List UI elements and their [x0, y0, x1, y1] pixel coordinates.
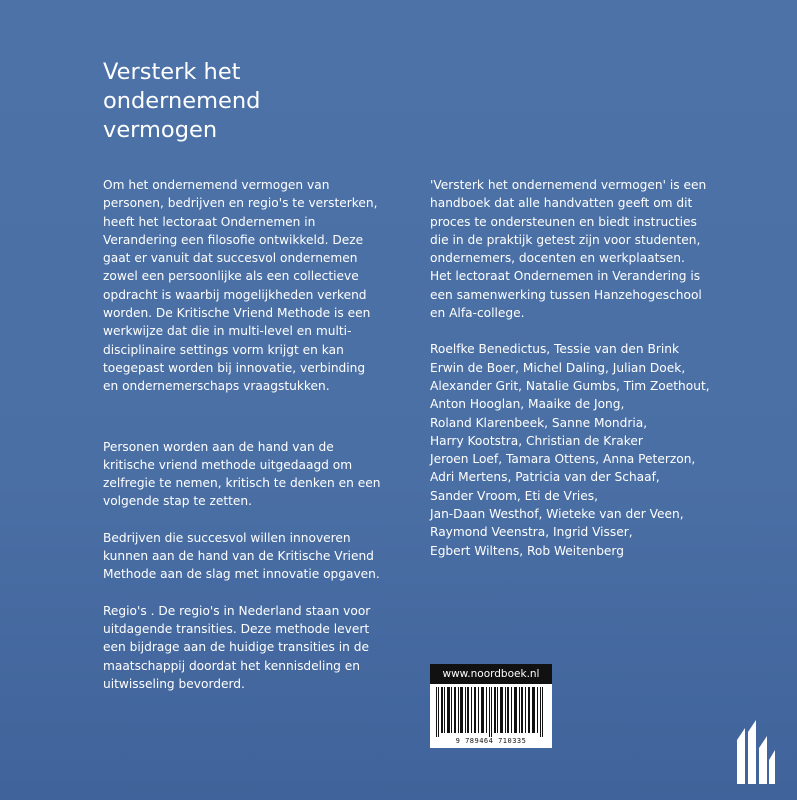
- text-line: Verandering een filosofie ontwikkeld. Deze: [103, 232, 364, 247]
- text-line: worden. De Kritische Vriend Methode is een: [103, 306, 371, 321]
- text-line: een bijdrage aan de huidige transities in de: [103, 640, 369, 655]
- author-line: Jeroen Loef, Tamara Ottens, Anna Peterzon,: [430, 452, 696, 467]
- barcode-bars: [434, 687, 548, 737]
- text-line: kritische vriend methode uitgedaagd om: [103, 457, 353, 472]
- left-column: [103, 176, 433, 693]
- author-line: Harry Kootstra, Christian de Kraker: [430, 433, 643, 448]
- text-line: proces te ondersteunen en biedt instructies: [430, 214, 697, 229]
- publisher-url: www.noordboek.nl: [430, 664, 552, 684]
- title-line: vermogen: [103, 117, 218, 143]
- author-line: Egbert Wiltens, Rob Weitenberg: [430, 543, 624, 558]
- text-line: zelfregie te nemen, kritisch te denken en een: [103, 476, 381, 491]
- text-line: Het lectoraat Ondernemen in Verandering is: [430, 269, 701, 284]
- text-line: Regio's . De regio's in Nederland staan voor: [103, 603, 371, 618]
- author-line: Jan-Daan Westhof, Wieteke van der Veen,: [430, 507, 684, 522]
- author-line: Alexander Grit, Natalie Gumbs, Tim Zoethout,: [430, 378, 710, 393]
- regions-paragraph: [103, 602, 433, 693]
- text-line: opdracht is waarbij mogelijkheden verkend: [103, 287, 367, 302]
- text-line: kunnen aan de hand van de Kritische Vriend: [103, 549, 374, 564]
- handbook-paragraph: [430, 176, 730, 322]
- text-line: zowel een persoonlijke als een collectieve: [103, 269, 359, 284]
- companies-paragraph: [103, 529, 433, 584]
- publisher-logo-icon: [735, 720, 775, 784]
- author-line: Sander Vroom, Eti de Vries,: [430, 488, 598, 503]
- isbn-number: 9 789464 710335: [455, 737, 527, 745]
- isbn-barcode: [430, 664, 552, 748]
- text-line: personen, bedrijven en regio's te versterken,: [103, 196, 378, 211]
- author-line: Erwin de Boer, Michel Daling, Julian Doek,: [430, 360, 686, 375]
- text-line: werkwijze dat die in multi-level en multi-: [103, 324, 352, 339]
- text-line: en ondernemerschaps vraagstukken.: [103, 379, 330, 394]
- text-line: Om het ondernemend vermogen van: [103, 178, 330, 192]
- persons-paragraph: [103, 438, 433, 511]
- text-line: handboek dat alle handvatten geeft om dit: [430, 196, 693, 211]
- text-line: Methode aan de slag met innovatie opgaven.: [103, 567, 380, 582]
- text-line: uitdagende transities. Deze methode levert: [103, 621, 370, 636]
- text-line: die in de praktijk getest zijn voor studenten,: [430, 232, 701, 247]
- book-title: [103, 58, 260, 145]
- text-line: ondernemers, docenten en werkplaatsen.: [430, 251, 685, 266]
- author-line: Raymond Veenstra, Ingrid Visser,: [430, 525, 633, 540]
- author-line: Roland Klarenbeek, Sanne Mondria,: [430, 415, 648, 430]
- text-line: een samenwerking tussen Hanzehogeschool: [430, 287, 702, 302]
- text-line: disciplinaire settings vorm krijgt en kan: [103, 342, 344, 357]
- intro-paragraph: [103, 176, 433, 396]
- authors-list: [430, 340, 730, 560]
- title-line: Versterk het: [103, 59, 241, 85]
- text-line: 'Versterk het ondernemend vermogen' is een: [430, 178, 707, 192]
- author-line: Roelfke Benedictus, Tessie van den Brink: [430, 342, 680, 357]
- text-line: maatschappij doordat het kennisdeling en: [103, 658, 360, 673]
- text-line: en Alfa-college.: [430, 306, 525, 321]
- right-column: [430, 176, 730, 560]
- text-line: volgende stap te zetten.: [103, 494, 253, 509]
- text-line: uitwisseling bevorderd.: [103, 676, 245, 691]
- text-line: Bedrijven die succesvol willen innoveren: [103, 530, 351, 545]
- text-line: heeft het lectoraat Ondernemen in: [103, 214, 316, 229]
- author-line: Adri Mertens, Patricia van der Schaaf,: [430, 470, 660, 485]
- author-line: Anton Hooglan, Maaike de Jong,: [430, 397, 625, 412]
- title-line: ondernemend: [103, 88, 261, 114]
- text-line: Personen worden aan de hand van de: [103, 439, 334, 454]
- text-line: toegepast worden bij innovatie, verbinding: [103, 360, 366, 375]
- text-line: gaat er vanuit dat succesvol ondernemen: [103, 251, 358, 266]
